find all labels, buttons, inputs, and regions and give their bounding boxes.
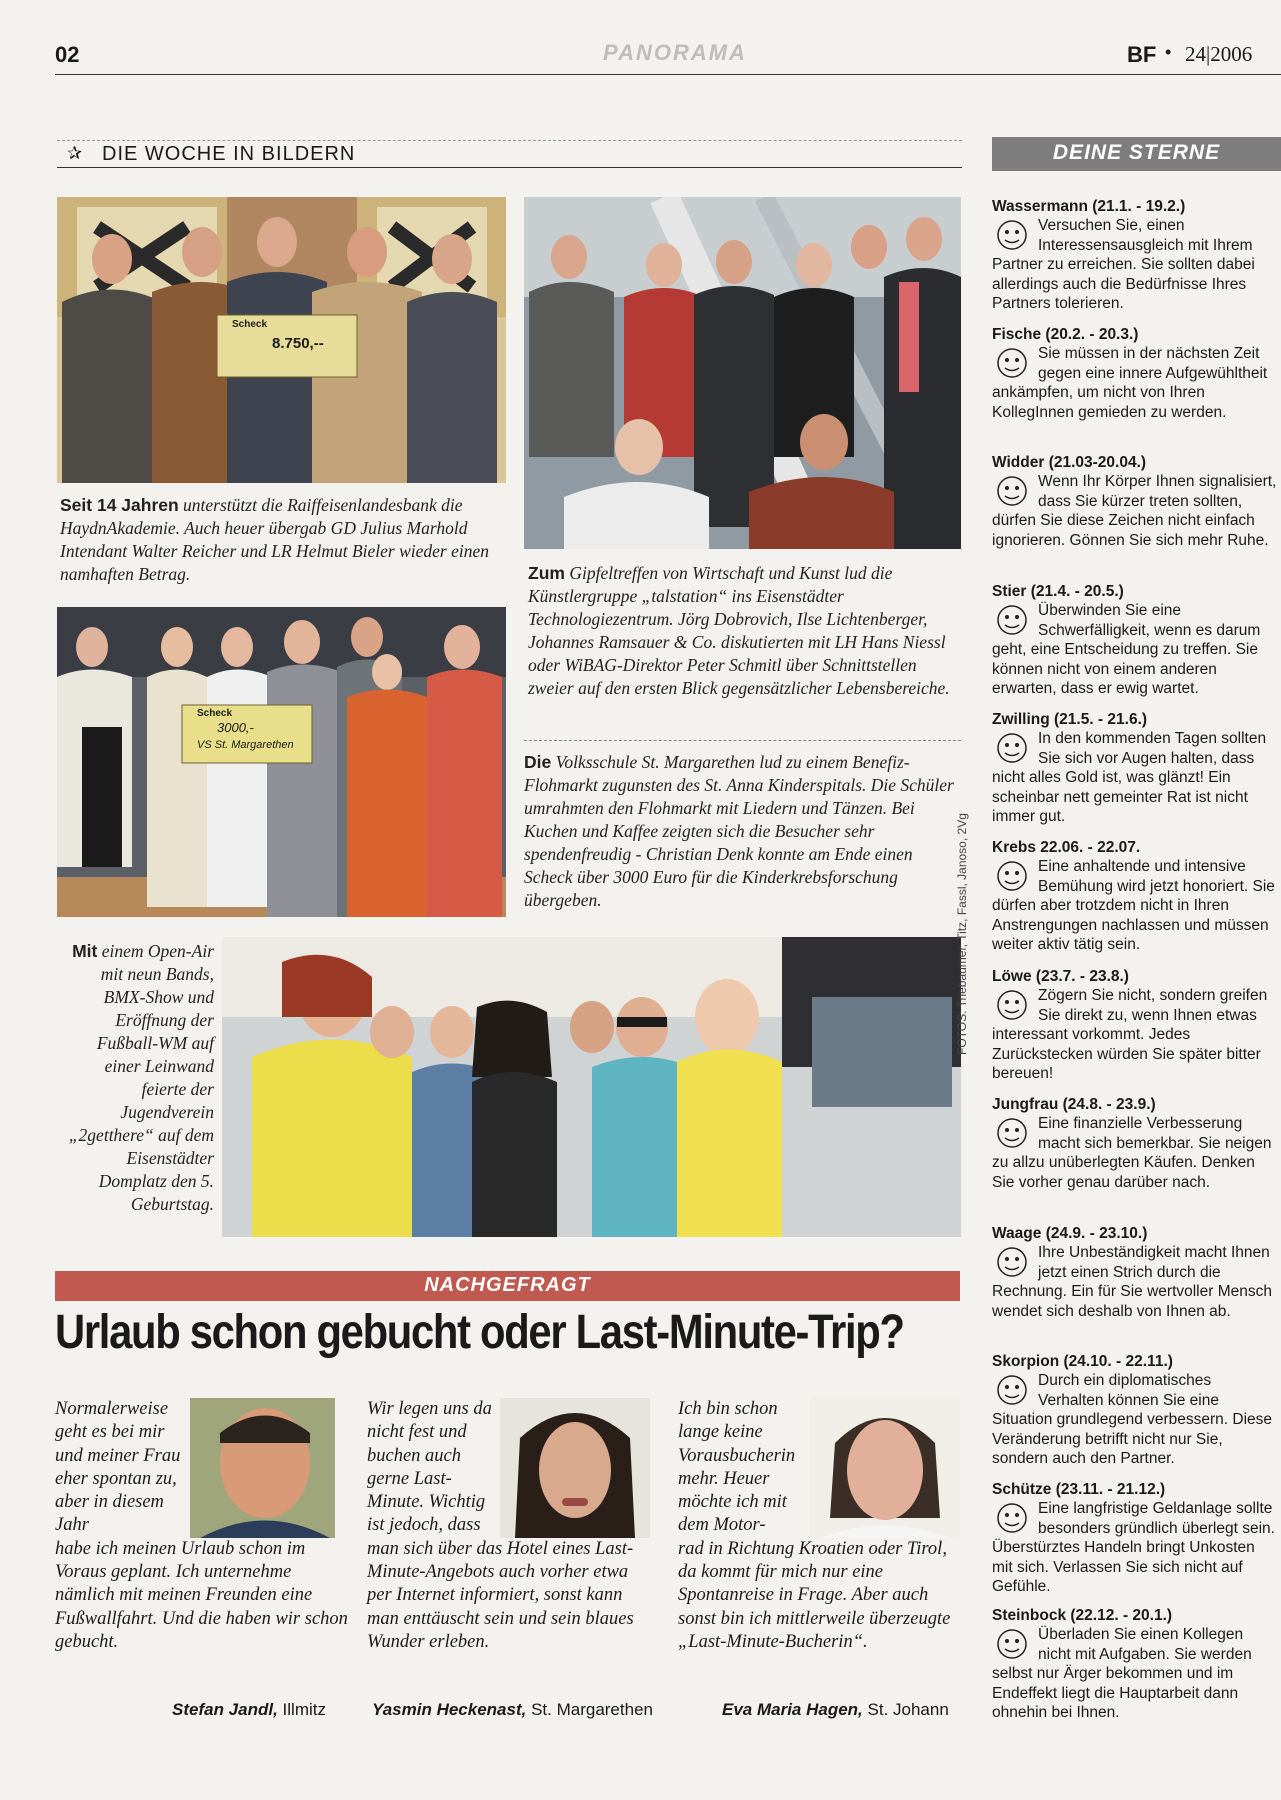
caption-body: Volksschule St. Margarethen lud zu einem Benefiz-Flohmarkt zugunsten des St. Anna Kinderspitals. Die Schüler umrahmten den Flohmarkt mit Liedern und Tänzen. Bei Kuchen und Kaffee zeigten sich die Besucher sehr spendenfreudig - Christian Denk konnte am Ende einen Scheck über 3000 Euro für die Kinderkrebsforschung übergeben. — [524, 752, 954, 910]
quote-text-start: Normalerweise geht es bei mir und meiner Frau eher spontan zu, aber in diesem Jahr — [55, 1399, 181, 1536]
taurus-icon — [992, 602, 1032, 638]
virgo-icon — [992, 1115, 1032, 1151]
photo-raiffeisen-cheque — [57, 197, 506, 483]
headline: Urlaub schon gebucht oder Last-Minute-Trip? — [55, 1306, 904, 1359]
aquarius-icon — [992, 217, 1032, 253]
horoscope-sign-name: Jungfrau (24.8. - 23.9.) — [992, 1096, 1156, 1113]
horoscope-8 — [992, 1095, 1278, 1192]
star-icon: ✰ — [67, 143, 83, 163]
header-separator: • — [1165, 42, 1172, 62]
photo-credit: FOTOS: Triebaumer, Titz, Fassl, Janoso, 2Vg — [955, 813, 969, 1055]
quote-place: St. Margarethen — [531, 1700, 653, 1719]
quote-place: St. Johann — [867, 1700, 949, 1719]
horoscope-text: Ihre Unbeständigkeit macht Ihnen jetzt einen Strich durch die Rechnung. Ein für Sie wertvoller Mensch wendet sich deshalb von Ihnen ab. — [992, 1244, 1272, 1320]
horoscope-sign-name: Zwilling (21.5. - 21.6.) — [992, 711, 1148, 728]
horoscope-sign-name: Krebs 22.06. - 22.07. — [992, 839, 1141, 856]
quote-text-rest: man sich über das Hotel eines Last-Minute-Angebots auch vorher etwa per Internet informiert, sonst kann man enttäuscht sein und sein blaues Wunder erleben. — [367, 1538, 634, 1652]
caption-lead: Zum — [528, 563, 565, 583]
horoscope-text: Überwinden Sie eine Schwerfälligkeit, wenn es darum geht, eine Entscheidung zu treffen. Sie können nicht von einem anderen erwarten, dass er ewig wartet. — [992, 602, 1261, 698]
quote-text-start: Wir legen uns da nicht fest und buchen auch gerne Last-Minute. Wichtig ist jedoch, dass — [367, 1399, 492, 1536]
horoscope-9 — [992, 1224, 1278, 1321]
horoscope-text: Überladen Sie einen Kollegen nicht mit Aufgaben. Sie werden selbst nur Ärger bekommen und im Endeffekt liegt die Hauptarbeit dann ohnehin bei Ihnen. — [992, 1626, 1252, 1722]
quote-text-start: Ich bin schon lange keine Vorausbucherin mehr. Heuer möchte ich mit dem Motor- — [678, 1399, 796, 1536]
cheque-amount: 3000,- — [217, 720, 254, 735]
photo-volksschule — [57, 607, 506, 917]
horoscope-2 — [992, 325, 1278, 422]
quote-stefan-jandl — [55, 1398, 355, 1654]
horoscope-sign-name: Löwe (23.7. - 23.8.) — [992, 968, 1129, 985]
woche-heading — [57, 140, 962, 168]
horoscope-5 — [992, 710, 1278, 826]
horoscope-sign-name: Stier (21.4. - 20.5.) — [992, 583, 1124, 600]
horoscope-text: Eine finanzielle Verbesserung macht sich bemerkbar. Sie neigen zu allzu unüberlegten Käufen. Denken Sie vorher genau darüber nach. — [992, 1115, 1272, 1191]
gemini-icon — [992, 730, 1032, 766]
quote-text-rest: rad in Richtung Kroatien oder Tirol, da kommt für mich nur eine Spontanreise in Frage. Aber auch sonst bin ich mittlerweile überzeugte „Last-Minute-Bucherin“. — [678, 1538, 951, 1652]
caption-raiffeisen — [60, 494, 505, 586]
horoscope-text: Durch ein diplomatisches Verhalten können Sie eine Situation grundlegend verbessern. Diese Veränderung betrifft nicht nur Sie, sondern auch den Partner. — [992, 1372, 1273, 1468]
quote-text-rest: habe ich meinen Urlaub schon im Voraus geplant. Ich unternehme nämlich mit meinen Freunden eine Fußwallfahrt. Und die haben wir schon gebucht. — [55, 1538, 348, 1652]
caption-volksschule — [524, 751, 961, 912]
caption-2getthere — [62, 940, 214, 1216]
horoscope-10 — [992, 1352, 1278, 1468]
header-rule — [55, 74, 1281, 75]
quote-yasmin-heckenast — [367, 1398, 657, 1654]
horoscope-3 — [992, 453, 1278, 550]
libra-icon — [992, 1244, 1032, 1280]
issue-number: 24|2006 — [1185, 42, 1253, 66]
cheque-amount: 8.750,-- — [272, 335, 324, 352]
cancer-icon — [992, 858, 1032, 894]
caption-lead: Seit 14 Jahren — [60, 495, 179, 515]
horoscope-text: Eine langfristige Geldanlage sollte besonders gründlich überlegt sein. Überstürztes Handeln bringt Unkosten mit sich. Verlassen Sie sich nicht auf Gefühle. — [992, 1500, 1275, 1596]
horoscope-sign-name: Widder (21.03-20.04.) — [992, 454, 1147, 471]
horoscope-7 — [992, 967, 1278, 1083]
horoscope-sign-name: Skorpion (24.10. - 22.11.) — [992, 1353, 1173, 1370]
horoscope-sign-name: Wassermann (21.1. - 19.2.) — [992, 198, 1186, 215]
horoscope-sign-name: Waage (24.9. - 23.10.) — [992, 1225, 1148, 1242]
horoscope-1 — [992, 197, 1278, 313]
aries-icon — [992, 473, 1032, 509]
horoscope-text: Sie müssen in der nächsten Zeit gegen eine innere Aufgewühltheit ankämpfen, um nicht von Ihren KollegInnen gemieden zu werden. — [992, 345, 1268, 421]
section-title: PANORAMA — [603, 40, 747, 65]
photo-talstation — [524, 197, 961, 549]
quote-signature — [372, 1700, 653, 1720]
horoscope-6 — [992, 838, 1278, 954]
horoscope-sign-name: Schütze (23.11. - 21.12.) — [992, 1481, 1166, 1498]
photo-2getthere — [222, 937, 961, 1237]
horoscope-4 — [992, 582, 1278, 698]
quote-name: Yasmin Heckenast, — [372, 1700, 527, 1719]
horoscope-text: Zögern Sie nicht, sondern greifen Sie direkt zu, wenn Ihnen etwas interessant vorkommt. Jedes Zurückstecken würden Sie später bitter bereuen! — [992, 987, 1268, 1083]
caption-body: Gipfeltreffen von Wirtschaft und Kunst lud die Künstlergruppe „talstation“ ins Eisenstädter Technologiezentrum. Jörg Dobrovich, Ilse Lichtenberger, Johannes Ramsauer & Co. diskutierten mit LH Hans Niessl oder WiBAG-Direktor Peter Schmitl über Schnittstellen zweier auf den ersten Blick gegensätzlicher Lebensbereiche. — [528, 563, 950, 698]
leo-icon — [992, 987, 1032, 1023]
horoscope-text: Eine anhaltende und intensive Bemühung wird jetzt honoriert. Sie dürfen aber trotzdem nicht in Ihren Anstrengungen nachlassen und müssen weiter aktiv tätig sein. — [992, 858, 1275, 954]
caption-lead: Mit — [72, 941, 98, 961]
horoscope-sign-name: Fische (20.2. - 20.3.) — [992, 326, 1139, 343]
cheque-school: VS St. Margarethen — [197, 739, 294, 751]
quote-eva-maria-hagen — [678, 1398, 968, 1654]
horoscope-11 — [992, 1480, 1278, 1596]
quote-place: Illmitz — [282, 1700, 326, 1719]
cheque-label: Scheck — [197, 708, 233, 719]
caption-body: unterstützt die Raiffeisenlandesbank die HaydnAkademie. Auch heuer übergab GD Julius Marhold Intendant Walter Reicher und LR Helmut Bieler wieder einen namhaften Betrag. — [60, 495, 489, 584]
capricorn-icon — [992, 1626, 1032, 1662]
horoscope-text: Versuchen Sie, einen Interessensausgleich mit Ihrem Partner zu erreichen. Sie sollten dabei allerdings auch die Bedürfnisse Ihres Partners tolerieren. — [992, 217, 1255, 313]
horoscope-text: Wenn Ihr Körper Ihnen signalisiert, dass Sie kürzer treten sollten, dürfen Sie diese Zeichen nicht einfach ignorieren. Gönnen Sie sich mehr Ruhe. — [992, 473, 1277, 549]
pisces-icon — [992, 345, 1032, 381]
quote-signature — [722, 1700, 949, 1720]
nachgefragt-label: NACHGEFRAGT — [424, 1274, 591, 1296]
caption-body: einem Open-Air mit neun Bands, BMX-Show und Eröffnung der Fußball-WM auf einer Leinwand feierte der Jugendverein „2getthere“ auf dem Eisenstädter Domplatz den 5. Geburtstag. — [68, 941, 214, 1214]
caption-lead: Die — [524, 752, 552, 772]
horoscope-text: In den kommenden Tagen sollten Sie sich vor Augen halten, dass nicht alles Gold ist, was glänzt! Ein scheinbar nett gemeinter Rat ist nicht immer gut. — [992, 730, 1267, 826]
woche-title: DIE WOCHE IN BILDERN — [102, 143, 356, 165]
horoscope-sign-name: Steinbock (22.12. - 20.1.) — [992, 1607, 1173, 1624]
scorpio-icon — [992, 1372, 1032, 1408]
page-number: 02 — [55, 42, 80, 67]
publication-name: BF — [1127, 42, 1157, 67]
caption-talstation — [528, 562, 963, 700]
sterne-title: DEINE STERNE — [1052, 141, 1221, 164]
quote-name: Stefan Jandl, — [172, 1700, 278, 1719]
quote-signature — [172, 1700, 326, 1720]
caption-divider — [524, 740, 961, 741]
cheque-label: Scheck — [232, 319, 268, 330]
sagittarius-icon — [992, 1500, 1032, 1536]
horoscope-12 — [992, 1606, 1278, 1722]
quote-name: Eva Maria Hagen, — [722, 1700, 863, 1719]
